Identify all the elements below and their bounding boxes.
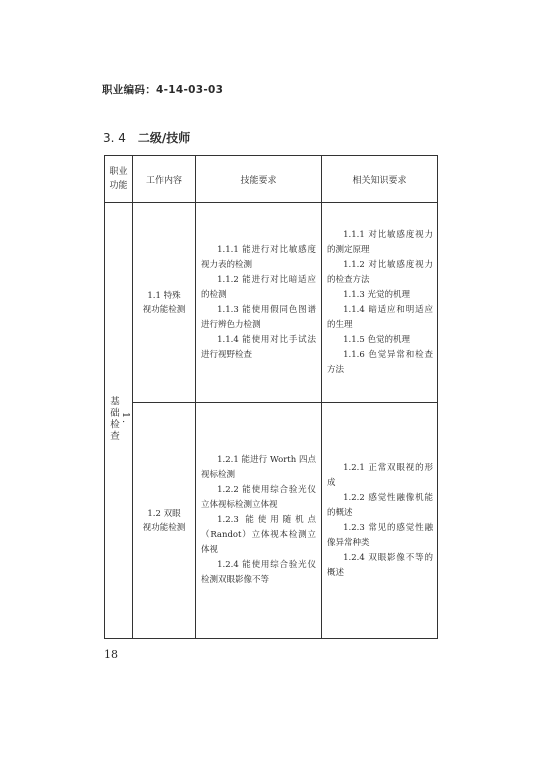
work-content-cell	[133, 203, 196, 403]
skill-item: 1.2.3 能使用随机点（Randot）立体视本检测立体视	[201, 515, 316, 555]
skill-item: 1.2.2 能使用综合验光仪立体视标检测立体视	[201, 485, 316, 510]
knowledge-item: 1.2.3 常见的感觉性融像异常种类	[327, 522, 433, 548]
header-function-line2: 功能	[109, 181, 128, 191]
table-row	[105, 403, 438, 639]
skill-item: 1.1.1 能进行对比敏感度视力表的检测	[201, 244, 316, 270]
knowledge-cell	[322, 403, 438, 639]
skill-cell	[196, 403, 322, 639]
knowledge-item: 1.2.1 正常双眼视的形成	[327, 462, 433, 488]
knowledge-item: 1.1.2 对比敏感度视力的检查方法	[327, 259, 433, 285]
occupation-code: 职业编码：4-14-03-03	[102, 84, 224, 96]
category-cell	[105, 203, 133, 639]
skill-cell	[196, 203, 322, 403]
skill-item: 1.1.2 能进行对比暗适应的检测	[201, 274, 316, 300]
knowledge-cell	[322, 203, 438, 403]
table-row	[105, 203, 438, 403]
knowledge-item: 1.1.3 光觉的机理	[343, 289, 410, 300]
header-function-line1: 职业	[109, 167, 128, 177]
section-title: 二级/技师	[137, 131, 191, 145]
section-heading	[103, 129, 190, 146]
header-work: 工作内容	[133, 156, 196, 203]
skill-item: 1.1.3 能使用假同色图谱进行辨色力检测	[201, 304, 316, 330]
skill-item: 1.2.4 能使用综合验光仪检测双眼影像不等	[201, 560, 316, 585]
knowledge-item: 1.1.4 暗适应和明适应的生理	[327, 304, 433, 330]
header-knowledge: 相关知识要求	[322, 156, 438, 203]
work-content: 1.2 双眼 视功能检测	[142, 508, 186, 533]
work-content-cell	[133, 403, 196, 639]
page-number: 18	[104, 648, 118, 661]
knowledge-item: 1.1.6 色觉异常和检查方法	[327, 349, 433, 375]
knowledge-item: 1.2.4 双眼影像不等的概述	[327, 552, 433, 578]
category-label: 1. 基础检查	[108, 396, 131, 442]
work-content: 1.1 特殊 视功能检测	[142, 290, 186, 315]
header-function	[105, 156, 133, 203]
skill-item: 1.2.1 能进行 Worth 四点视标检测	[201, 455, 316, 480]
skills-table	[104, 155, 438, 639]
skill-item: 1.1.4 能使用对比手试法进行视野检查	[201, 334, 316, 360]
knowledge-item: 1.1.5 色觉的机理	[343, 334, 410, 345]
knowledge-item: 1.2.2 感觉性融像机能的概述	[327, 492, 433, 518]
table-header-row	[105, 156, 438, 203]
section-number: 3. 4	[103, 131, 126, 145]
knowledge-item: 1.1.1 对比敏感度视力的测定原理	[327, 229, 433, 255]
header-skill: 技能要求	[196, 156, 322, 203]
